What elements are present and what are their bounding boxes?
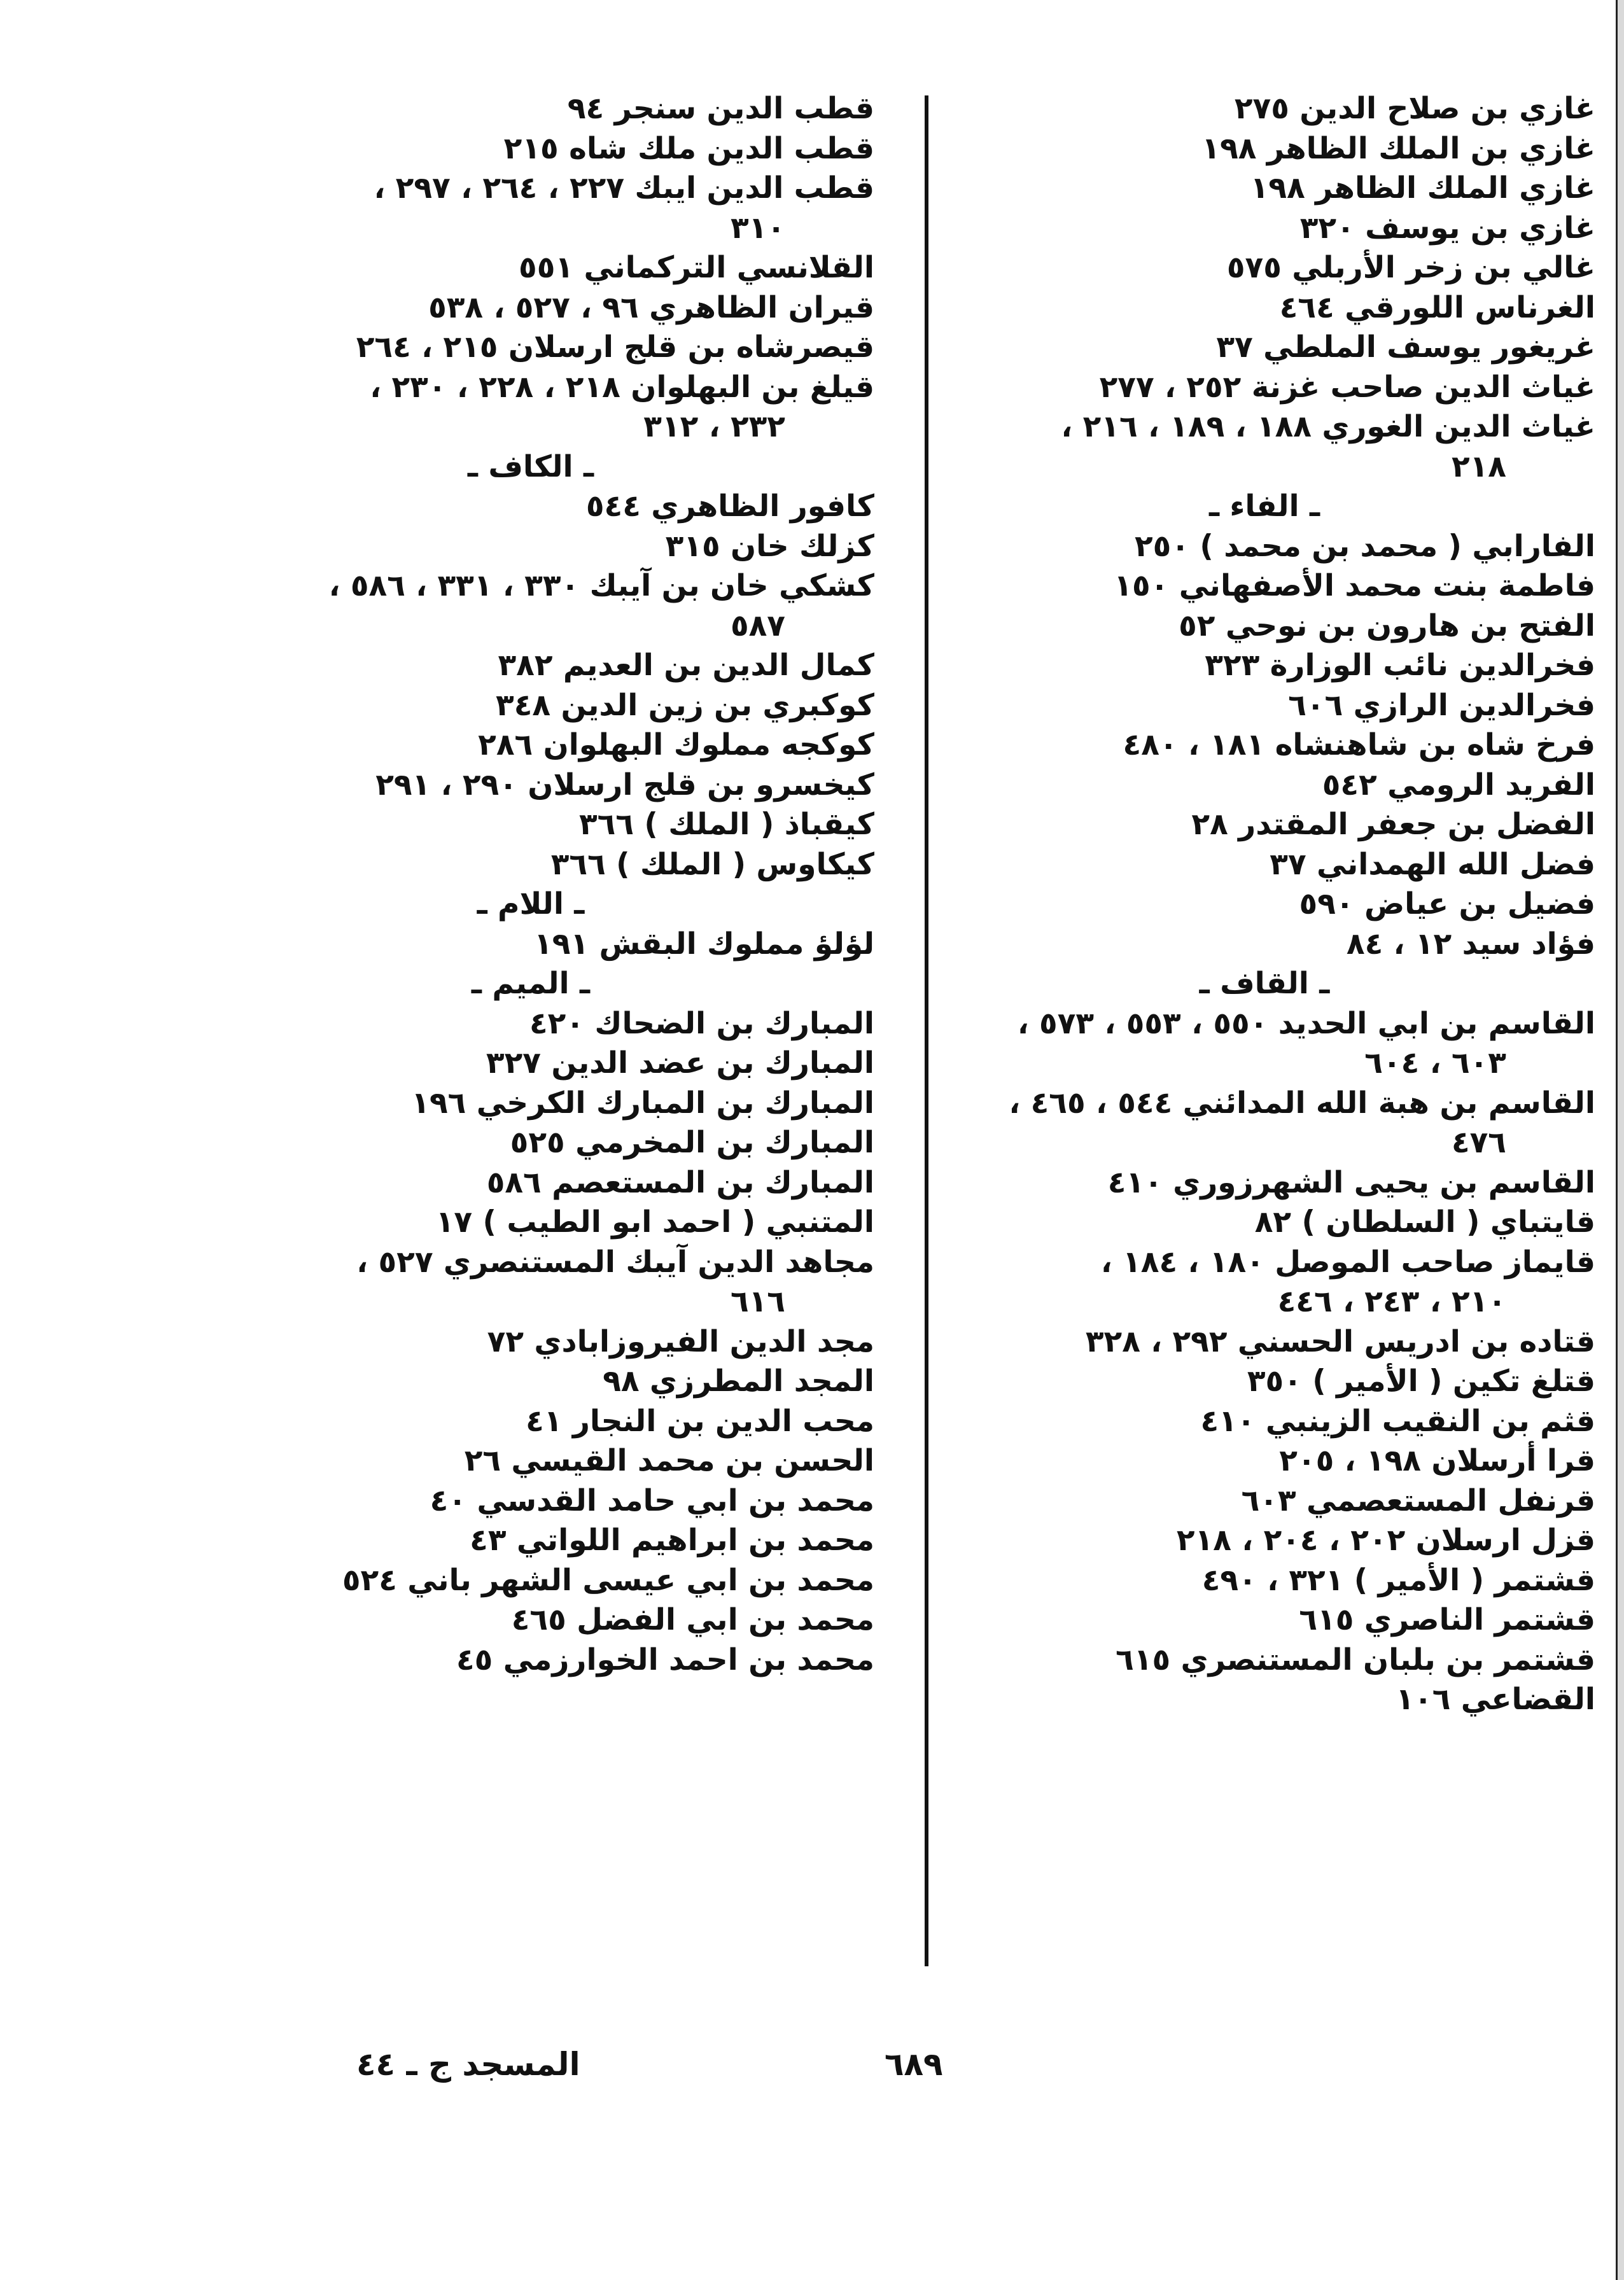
index-entry: قيلغ بن البهلوان ٢١٨ ، ٢٢٨ ، ٢٣٠ ، [370,369,874,405]
letter-heading-kaf: ـ الكاف ـ [467,449,594,484]
index-entry: القاسم بن ابي الحديد ٥٥٠ ، ٥٥٣ ، ٥٧٣ ، [1017,1005,1595,1041]
column-divider [925,95,928,1966]
index-entry-continuation: ٢١٨ [1451,449,1506,484]
index-entry: محمد بن ابراهيم اللواتي ٤٣ [470,1523,874,1558]
index-entry: القاسم بن يحيى الشهرزوري ٤١٠ [1107,1164,1595,1200]
letter-heading-mim: ـ الميم ـ [471,966,591,1001]
index-entry: كوكجه مملوك البهلوان ٢٨٦ [478,727,874,762]
index-entry: قايتباي ( السلطان ) ٨٢ [1254,1205,1595,1240]
index-entry-continuation: ٤٧٦ [1451,1125,1506,1160]
page-edge [1616,0,1624,2280]
index-entry: لؤلؤ مملوك البقش ١٩١ [534,926,874,962]
index-entry: محب الدين بن النجار ٤١ [526,1403,874,1439]
index-entry: فخرالدين الرازي ٦٠٦ [1288,687,1595,723]
index-entry: فاطمة بنت محمد الأصفهاني ١٥٠ [1114,568,1595,603]
index-entry: قرنفل المستعصمي ٦٠٣ [1241,1483,1595,1518]
page-number: ٦٨٩ [885,2046,943,2083]
index-entry: كيكاوس ( الملك ) ٣٦٦ [550,846,874,882]
index-entry: غريغور يوسف الملطي ٣٧ [1216,330,1595,365]
index-entry: قتلغ تكين ( الأمير ) ٣٥٠ [1247,1364,1595,1399]
index-entry: قشتمر بن بلبان المستنصري ٦١٥ [1116,1642,1595,1677]
index-entry: مجاهد الدين آيبك المستنصري ٥٢٧ ، [356,1244,874,1280]
index-entry: قطب الدين سنجر ٩٤ [567,91,874,126]
index-entry: القاسم بن هبة الله المدائني ٥٤٤ ، ٤٦٥ ، [1009,1085,1595,1121]
index-entry: الحسن بن محمد القيسي ٢٦ [464,1443,874,1478]
index-entry: قيصرشاه بن قلج ارسلان ٢١٥ ، ٢٦٤ [356,330,874,365]
index-entry: كمال الدين بن العديم ٣٨٢ [498,648,874,683]
index-entry: قيران الظاهري ٩٦ ، ٥٢٧ ، ٥٣٨ [428,290,874,325]
index-entry: كوكبري بن زين الدين ٣٤٨ [496,687,874,723]
index-entry: قايماز صاحب الموصل ١٨٠ ، ١٨٤ ، [1100,1244,1595,1280]
index-entry: المبارك بن الضحاك ٤٢٠ [529,1005,874,1041]
index-entry: فضل الله الهمداني ٣٧ [1270,846,1595,882]
index-entry-continuation: ٢١٠ ، ٢٤٣ ، ٤٤٦ [1277,1284,1506,1319]
index-entry: الفريد الرومي ٥٤٢ [1322,767,1595,802]
index-entry: المبارك بن عضد الدين ٣٢٧ [486,1046,874,1081]
index-entry: غازي بن الملك الظاهر ١٩٨ [1201,130,1595,166]
index-entry: غازي الملك الظاهر ١٩٨ [1250,171,1595,206]
volume-signature: المسجد ج ـ ٤٤ [356,2046,580,2083]
index-entry: كيقباذ ( الملك ) ٣٦٦ [579,807,874,842]
index-entry: غازي بن يوسف ٣٢٠ [1299,210,1595,246]
index-entry: المجد المطرزي ٩٨ [603,1364,874,1399]
index-entry-continuation: ٢٣٢ ، ٣١٢ [643,409,785,444]
index-entry: فرخ شاه بن شاهنشاه ١٨١ ، ٤٨٠ [1123,727,1595,762]
index-entry: محمد بن ابي الفضل ٤٦٥ [511,1602,874,1637]
index-entry: المبارك بن المبارك الكرخي ١٩٦ [411,1085,874,1121]
index-entry-continuation: ٦٠٣ ، ٦٠٤ [1364,1046,1506,1081]
index-entry-continuation: ٣١٠ [730,210,785,246]
index-entry: قرا أرسلان ١٩٨ ، ٢٠٥ [1279,1443,1595,1478]
index-entry: محمد بن ابي حامد القدسي ٤٠ [430,1483,874,1518]
index-entry: فخرالدين نائب الوزارة ٣٢٣ [1205,648,1595,683]
index-entry: محمد بن احمد الخوارزمي ٤٥ [456,1642,874,1677]
index-entry: قشتمر الناصري ٦١٥ [1299,1602,1595,1637]
index-entry: القضاعي ١٠٦ [1396,1682,1595,1717]
index-entry-continuation: ٦١٦ [730,1284,785,1319]
index-entry: غازي بن صلاح الدين ٢٧٥ [1234,91,1595,126]
index-entry: المبارك بن المخرمي ٥٢٥ [510,1125,874,1160]
index-entry: الغرناس اللورقي ٤٦٤ [1279,290,1595,325]
index-entry-continuation: ٥٨٧ [730,608,785,643]
index-entry: قشتمر ( الأمير ) ٣٢١ ، ٤٩٠ [1201,1562,1595,1598]
index-entry: الفارابي ( محمد بن محمد ) ٢٥٠ [1134,528,1595,564]
index-entry: قزل ارسلان ٢٠٢ ، ٢٠٤ ، ٢١٨ [1176,1523,1595,1558]
index-entry: كافور الظاهري ٥٤٤ [585,489,874,524]
index-entry: المتنبي ( احمد ابو الطيب ) ١٧ [435,1205,874,1240]
index-entry: قطب الدين ملك شاه ٢١٥ [503,130,874,166]
index-entry: القلانسي التركماني ٥٥١ [519,250,874,285]
letter-heading-fa: ـ الفاء ـ [1208,489,1320,524]
index-entry: الفتح بن هارون بن نوحي ٥٢ [1179,608,1595,643]
letter-heading-qaf: ـ القاف ـ [1199,966,1330,1001]
index-entry: غياث الدين الغوري ١٨٨ ، ١٨٩ ، ٢١٦ ، [1061,409,1595,444]
index-entry: كشكي خان بن آيبك ٣٣٠ ، ٣٣١ ، ٥٨٦ ، [328,568,874,603]
index-column-left [187,89,874,1680]
index-column-right [934,89,1595,1720]
index-entry: محمد بن ابي عيسى الشهر باني ٥٢٤ [342,1562,874,1598]
index-entry: غالي بن زخر الأربلي ٥٧٥ [1226,250,1595,285]
index-entry: المبارك بن المستعصم ٥٨٦ [486,1164,874,1200]
index-entry: فضيل بن عياض ٥٩٠ [1299,886,1595,921]
index-entry: قطب الدين ايبك ٢٢٧ ، ٢٦٤ ، ٢٩٧ ، [374,171,874,206]
index-entry: فؤاد سيد ١٢ ، ٨٤ [1346,926,1595,962]
index-entry: مجد الدين الفيروزابادي ٧٢ [487,1324,874,1359]
index-entry: قتاده بن ادريس الحسني ٢٩٢ ، ٣٢٨ [1085,1324,1595,1359]
index-entry: كزلك خان ٣١٥ [665,528,874,564]
index-entry: كيخسرو بن قلج ارسلان ٢٩٠ ، ٢٩١ [375,767,874,802]
index-entry: الفضل بن جعفر المقتدر ٢٨ [1191,807,1595,842]
index-entry: قثم بن النقيب الزينبي ٤١٠ [1200,1403,1595,1439]
index-entry: غياث الدين صاحب غزنة ٢٥٢ ، ٢٧٧ [1099,369,1595,405]
letter-heading-lam: ـ اللام ـ [477,886,585,921]
